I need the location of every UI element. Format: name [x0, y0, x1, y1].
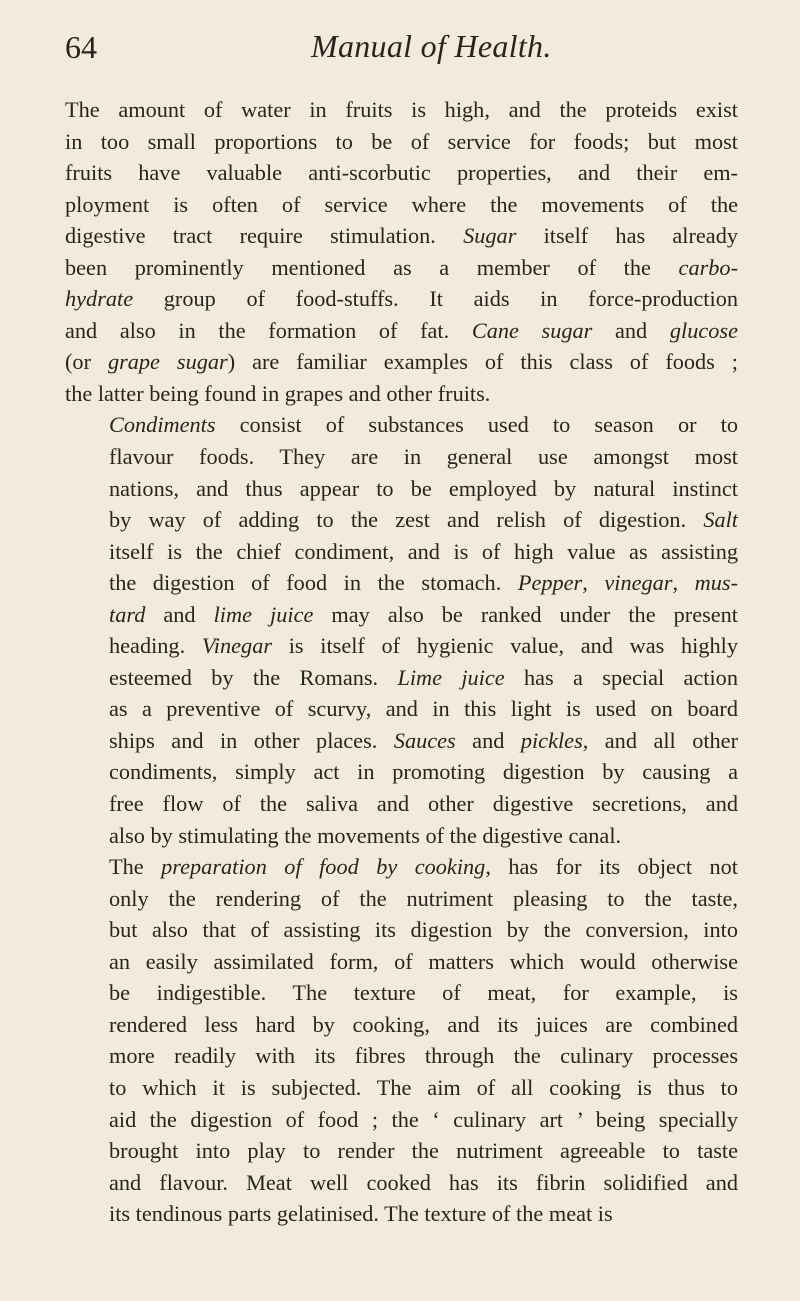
- body-text: [65, 94, 738, 1230]
- text-line: its tendinous parts gelatinised. The texture of the meat is: [109, 1201, 613, 1227]
- text-line: ships and in other places. Sauces and pickles, and all other: [109, 727, 739, 753]
- text-line: itself is the chief condiment, and is of high value as assisting: [109, 538, 738, 564]
- text-line: only the rendering of the nutriment pleasing to the taste,: [109, 885, 738, 911]
- text-line: as a preventive of scurvy, and in this light is used on board: [109, 696, 738, 722]
- text-line: the latter being found in grapes and other fruits.: [65, 380, 491, 406]
- text-line: but also that of assisting its digestion by the conversion, into: [109, 917, 738, 943]
- text-line: to which it is subjected. The aim of all cooking is thus to: [109, 1074, 738, 1100]
- text-line: The amount of water in fruits is high, and the proteids exist: [65, 97, 738, 122]
- text-line: ployment is often of service where the movements of the: [65, 191, 738, 217]
- page-number: 64: [65, 29, 97, 65]
- text-line: brought into play to render the nutriment agreeable to taste: [109, 1138, 738, 1164]
- text-line: flavour foods. They are in general use amongst most: [109, 444, 738, 470]
- text-line: condiments, simply act in promoting digestion by causing a: [109, 759, 738, 785]
- text-line: been prominently mentioned as a member of the carbo-: [65, 254, 738, 280]
- text-line: tard and lime juice may also be ranked under the present: [109, 601, 739, 627]
- text-line: also by stimulating the movements of the digestive canal.: [109, 822, 622, 848]
- text-line: and flavour. Meat well cooked has its fibrin solidified and: [109, 1169, 738, 1195]
- text-line: more readily with its fibres through the culinary processes: [109, 1043, 738, 1069]
- text-line: The preparation of food by cooking, has for its object not: [109, 854, 738, 880]
- text-line: hydrate group of food-stuffs. It aids in force-production: [65, 286, 738, 312]
- text-line: rendered less hard by cooking, and its juices are combined: [109, 1011, 738, 1037]
- text-line: (or grape sugar) are familiar examples of this class of foods ;: [65, 349, 738, 375]
- text-line: free flow of the saliva and other digestive secretions, and: [109, 791, 738, 817]
- paragraph-fruits-sugar: [65, 94, 738, 409]
- paragraph-cooking: [65, 851, 738, 1230]
- text-line: Condiments consist of substances used to season or to: [109, 412, 738, 438]
- text-line: digestive tract require stimulation. Sugar itself has already: [65, 223, 738, 249]
- text-line: be indigestible. The texture of meat, for example, is: [109, 980, 738, 1006]
- paragraph-condiments: [65, 409, 738, 851]
- text-line: aid the digestion of food ; the ‘ culinary art ’ being specially: [109, 1106, 738, 1132]
- text-line: nations, and thus appear to be employed by natural instinct: [109, 475, 738, 501]
- text-line: in too small proportions to be of service for foods; but most: [65, 128, 738, 154]
- text-line: fruits have valuable anti-scorbutic properties, and their em-: [65, 160, 738, 186]
- running-title: Manual of Health.: [311, 28, 552, 64]
- text-line: the digestion of food in the stomach. Pepper, vinegar, mus-: [109, 570, 738, 596]
- page-header: [65, 0, 738, 72]
- text-line: an easily assimilated form, of matters which would otherwise: [109, 948, 738, 974]
- text-line: and also in the formation of fat. Cane sugar and glucose: [65, 317, 738, 343]
- text-line: heading. Vinegar is itself of hygienic value, and was highly: [109, 633, 739, 659]
- text-line: by way of adding to the zest and relish of digestion. Salt: [109, 507, 738, 533]
- text-line: esteemed by the Romans. Lime juice has a special action: [109, 664, 738, 690]
